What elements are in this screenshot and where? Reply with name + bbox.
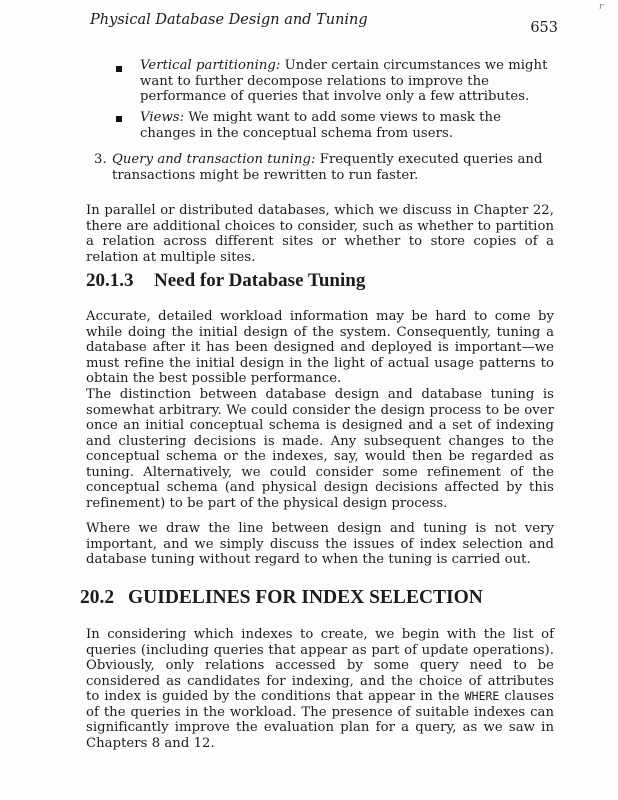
paragraph-tuning-1: Accurate, detailed workload information may be hard to come by while doing the initial design of the system. Consequently, tuning a database after it has been designed and deployed is important—we must refine the initial design in the light of actual usage patterns to obtain the best possible performance. bbox=[86, 309, 554, 386]
running-header bbox=[90, 12, 558, 36]
bullet-term: Views: bbox=[140, 110, 185, 125]
paragraph-tail: clauses of the queries in the workload. The presence of suitable indexes can significantly improve the evaluation plan for a query, as we saw in Chapters 8 and 12. bbox=[86, 689, 555, 751]
running-title: Physical Database Design and Tuning bbox=[90, 12, 368, 28]
bullet-text: Under certain circumstances we might want to further decompose relations to improve the performance of queries that involve only a few attributes. bbox=[140, 58, 548, 104]
bullet-text: We might want to add some views to mask the changes in the conceptual schema from users. bbox=[140, 110, 501, 141]
bullet-item-vertical-partitioning bbox=[140, 58, 560, 105]
numbered-item-text: Frequently executed queries and transactions might be rewritten to run faster. bbox=[112, 152, 543, 183]
numbered-item-term: Query and transaction tuning: bbox=[112, 152, 316, 167]
section-title: GUIDELINES FOR INDEX SELECTION bbox=[128, 587, 483, 608]
bullet-marker bbox=[116, 116, 122, 122]
section-number: 20.1.3 bbox=[86, 270, 134, 291]
paragraph-tuning-2: The distinction between database design and database tuning is somewhat arbitrary. We could consider the design process to be over once an initial conceptual schema is designed and a set of indexing and clustering decisions is made. Any subsequent changes to the conceptual schema or the indexes, say, would then be regarded as tuning. Alternatively, we could consider some refinement of the conceptual schema (and physical design decisions affected by this refinement) to be part of the physical design process. bbox=[86, 387, 554, 511]
paragraph-tuning-3: Where we draw the line between design and tuning is not very important, and we simply discuss the issues of index selection and database tuning without regard to when the tuning is carried out. bbox=[86, 521, 554, 567]
bullet-marker bbox=[116, 66, 122, 72]
section-title: Need for Database Tuning bbox=[154, 270, 366, 291]
paragraph-index-selection bbox=[86, 627, 554, 751]
section-number: 20.2 bbox=[80, 587, 115, 608]
section-heading-20-2 bbox=[80, 587, 483, 609]
where-keyword: WHERE bbox=[464, 689, 500, 703]
margin-mark: r bbox=[599, 2, 604, 12]
bullet-item-views bbox=[140, 110, 560, 141]
page-number: 653 bbox=[530, 20, 558, 36]
numbered-item-number: 3. bbox=[94, 152, 107, 167]
paragraph-lead: In considering which indexes to create, we begin with the list of queries (including queries that appear as part of update operations). Obviously, only relations accessed by some query need to be considered as candidates for indexing, and the choice of attributes to index is guided by the conditions that appear in the bbox=[86, 627, 554, 704]
section-heading-20-1-3 bbox=[86, 270, 365, 292]
paragraph-distributed: In parallel or distributed databases, which we discuss in Chapter 22, there are additional choices to consider, such as whether to partition a relation across different sites or whether to store copies of a relation at multiple sites. bbox=[86, 203, 554, 265]
numbered-item-query-tuning bbox=[112, 152, 558, 183]
bullet-term: Vertical partitioning: bbox=[140, 58, 281, 73]
